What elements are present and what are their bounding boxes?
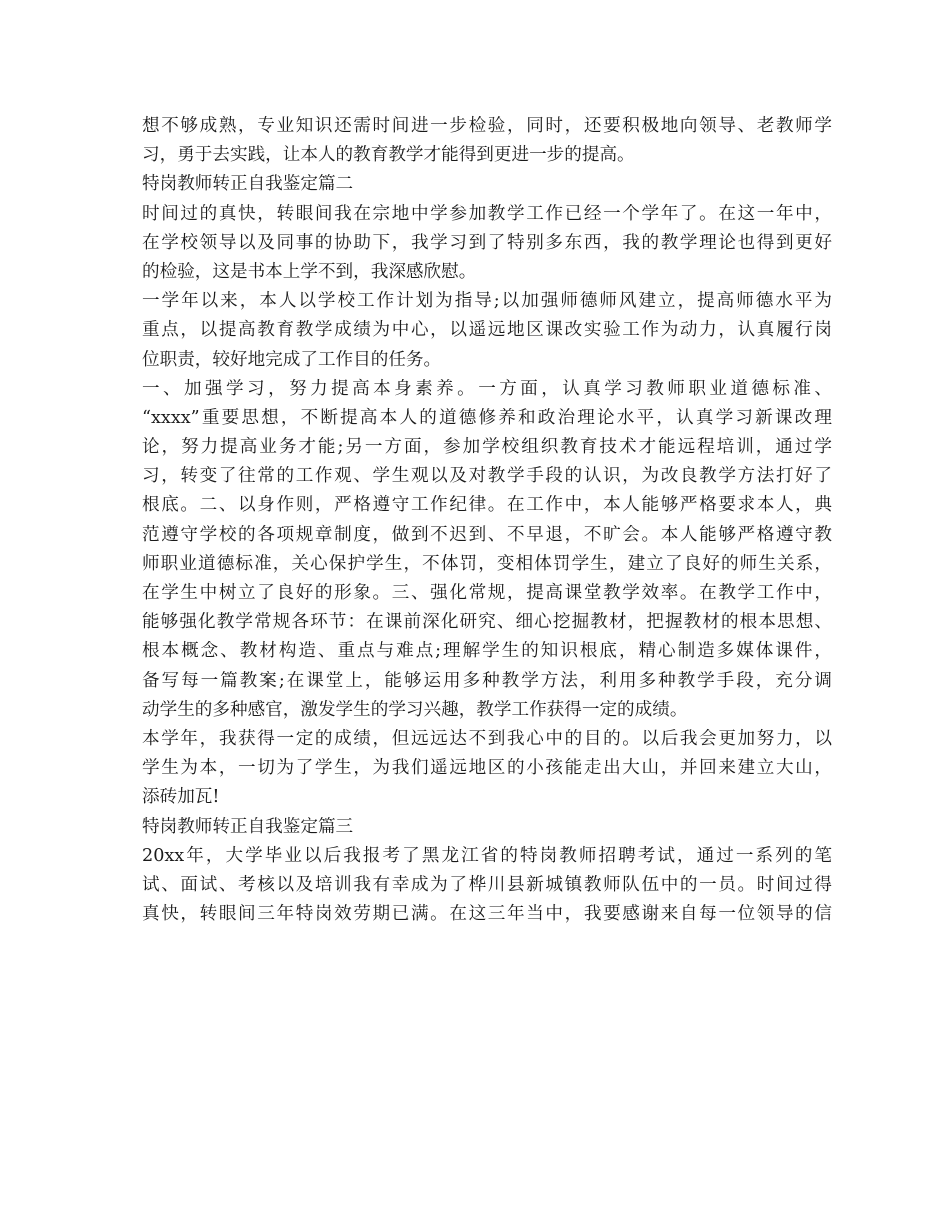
text-line: 真快，转眼间三年特岗效劳期已满。在这三年当中，我要感谢来自每一位领导的信 [142, 904, 832, 925]
text-line: 在学生中树立了良好的形象。三、强化常规，提高课堂教学效率。在教学工作中， [142, 583, 832, 603]
text-line: 根本概念、教材构造、重点与难点;理解学生的知识根底，精心制造多媒体课件， [142, 641, 832, 662]
text-line: 一、加强学习，努力提高本身素养。一方面，认真学习教师职业道德标准、 [142, 378, 832, 399]
text-line: 位职责，较好地完成了工作目的任务。 [142, 349, 442, 370]
text-line: 范遵守学校的各项规章制度，做到不迟到、不早退，不旷会。本人能够严格遵守教 [142, 524, 832, 545]
text-line: 根底。二、以身作则，严格遵守工作纪律。在工作中，本人能够严格要求本人，典 [142, 495, 832, 516]
text-line: 在学校领导以及同事的协助下，我学习到了特别多东西，我的教学理论也得到更好 [142, 232, 832, 253]
text-line: 添砖加瓦! [142, 787, 220, 808]
text-line: 重点，以提高教育教学成绩为中心，以遥远地区课改实验工作为动力，认真履行岗 [142, 320, 832, 341]
section-heading: 特岗教师转正自我鉴定篇三 [142, 816, 354, 837]
text-line: 20xx年，大学毕业以后我报考了黑龙江省的特岗教师招聘考试，通过一系列的笔 [142, 845, 832, 866]
text-line: 论，努力提高业务才能;另一方面，参加学校组织教育技术才能远程培训，通过学 [142, 437, 832, 458]
text-line: 的检验，这是书本上学不到，我深感欣慰。 [142, 261, 477, 282]
document-body [142, 112, 832, 929]
text-line: 习，勇于去实践，让本人的教育教学才能得到更进一步的提高。 [142, 145, 635, 166]
text-line: 想不够成熟，专业知识还需时间进一步检验，同时，还要积极地向领导、老教师学 [142, 116, 832, 136]
text-line: 师职业道德标准，关心保护学生，不体罚，变相体罚学生，建立了良好的师生关系， [142, 553, 832, 574]
section-heading: 特岗教师转正自我鉴定篇二 [142, 174, 354, 195]
text-line: 备写每一篇教案;在课堂上，能够运用多种教学方法，利用多种教学手段，充分调 [142, 670, 832, 691]
text-line: 一学年以来，本人以学校工作计划为指导;以加强师德师风建立，提高师德水平为 [142, 291, 832, 312]
text-line: 习，转变了往常的工作观、学生观以及对教学手段的认识，为改良教学方法打好了 [142, 466, 832, 487]
text-line: 时间过的真快，转眼间我在宗地中学参加教学工作已经一个学年了。在这一年中， [142, 203, 832, 224]
text-line: 本学年，我获得一定的成绩，但远远达不到我心中的目的。以后我会更加努力，以 [142, 728, 832, 749]
text-line: “xxxx”重要思想，不断提高本人的道德修养和政治理论水平，认真学习新课改理 [142, 407, 832, 428]
text-line: 能够强化教学常规各环节：在课前深化研究、细心挖掘教材，把握教材的根本思想、 [142, 612, 832, 633]
text-line: 学生为本，一切为了学生，为我们遥远地区的小孩能走出大山，并回来建立大山， [142, 758, 832, 779]
text-line: 动学生的多种感官，激发学生的学习兴趣，教学工作获得一定的成绩。 [142, 699, 688, 720]
text-line: 试、面试、考核以及培训我有幸成为了桦川县新城镇教师队伍中的一员。时间过得 [142, 874, 832, 895]
